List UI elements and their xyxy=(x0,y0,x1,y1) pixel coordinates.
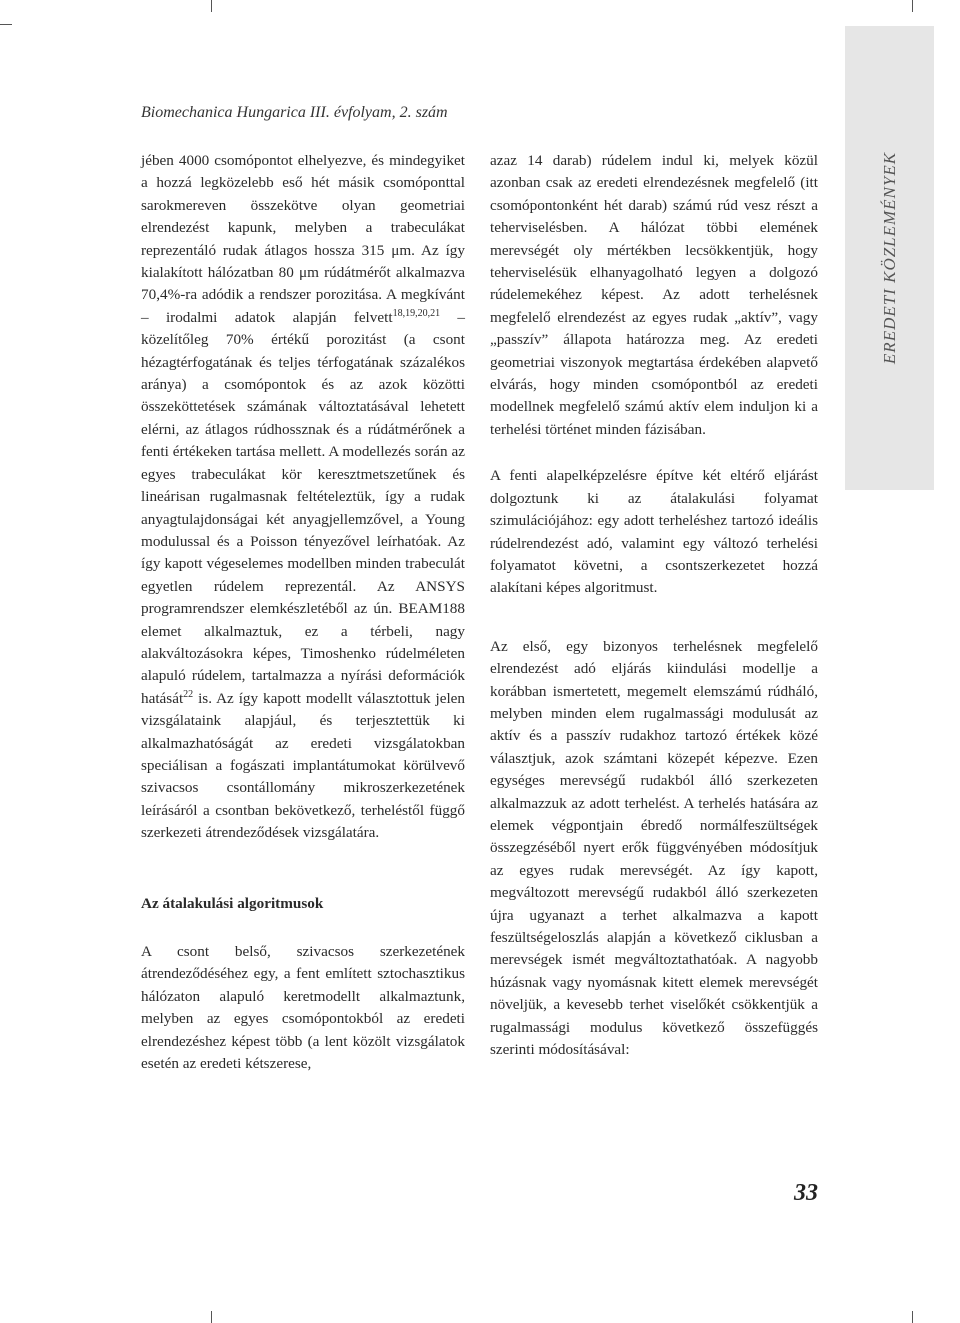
left-column xyxy=(141,150,465,1075)
citation-superscript: 22 xyxy=(183,688,194,700)
running-head: Biomechanica Hungarica III. évfolyam, 2. szám xyxy=(141,104,448,121)
side-tab-label: EREDETI KÖZLEMÉNYEK xyxy=(879,151,899,365)
section-heading: Az átalakulási algoritmusok xyxy=(141,894,324,912)
right-column xyxy=(490,150,818,1061)
left-paragraph-2: A csont belső, szivacsos szerkezetének átrendeződéséhez egy, a fent említett sztochasztikus hálózaton alapuló keretmodellt alkalmaztunk, melyben az egyes csomópontokból az eredeti elrendezéshez képest több (a lent közölt vizsgálatok esetén az eredeti kétszerese, xyxy=(141,943,465,1073)
page-number: 33 xyxy=(794,1180,818,1206)
text-run: – közelítőleg 70% értékű porozitást (a csont hézagtérfogatának és teljes térfogatának százalékos aránya) a csomópontok és az azok közötti összeköttetések számának változtatásával lehetett elérni, az átlagos rúdhossznak és a rúdátmérőnek a fenti értékeken tartása mellett. A modellezés során az egyes trabeculákat kör keresztmetszetűnek és lineárisan rugalmasnak feltételeztük, így a rudak anyagtulajdonságai két anyagjellemzővel, a Young modulussal és a Poisson tényezővel leírhatóak. Az így kapott végeselemes modellben minden trabeculát egyetlen rúdelem reprezentál. Az ANSYS programrendszer elemkészletéből az ún. BEAM188 elemet alkalmaztuk, ez a térbeli, nagy alakváltozásokra képes, Timoshenko rúdelméleten alapuló rúdelem, tartalmazza a nyírási deformációk hatását xyxy=(141,308,465,707)
crop-mark xyxy=(0,24,12,25)
text-run: jében 4000 csomópontot elhelyezve, és mindegyiket a hozzá legközelebb eső hét másik csomóponttal sarokmereven összekötve olyan geometriai elrendezést kapunk, melyben a trabeculákat reprezentáló rudak átlagos hossza 315 μm. Az így kialakított hálózatban 80 μm rúdátmérőt alkalmazva 70,4%-ra adódik a rendszer porozitása. A megkívánt – irodalmi adatok alapján felvett xyxy=(141,152,465,326)
right-paragraph-2: A fenti alapelképzelésre építve két eltérő eljárást dolgoztunk ki az átalakulási folyamat szimulációjához: egy adott terheléshez tartozó ideális rúdelrendezést adó, valamint egy változó terhelési folyamatot követni, a csontszerkezetet hozzá alakítani képes algoritmust. xyxy=(490,467,818,597)
crop-mark xyxy=(912,1311,913,1323)
crop-mark xyxy=(912,0,913,12)
crop-mark xyxy=(211,0,212,12)
right-paragraph-3: Az első, egy bizonyos terhelésnek megfelelő elrendezést adó eljárás kiindulási modellje a korábban ismertetett, megemelt elemszámú rúdháló, melyben minden elem rugalmassági modulusát az aktív és a passzív rudakhoz tartozó értékek közé választjuk, azok számtani közepét képezve. Ezen egységes merevségű rudakból álló szerkezeten alkalmazzuk az adott terhelést. A terhelés hatására az elemek végpontjain ébredő normálfeszültségek összegzéséből nyert erők függvényében módosítjuk az egyes rudak merevségét. Az így kapott, megváltozott merevségű rudakból álló szerkezeten újra ugyanazt a terhet alkalmazva a kapott feszültségeloszlás alapján a következő ciklusban a merevségek ismét megváltoztathatóak. A nagyobb húzásnak vagy nyomásnak kitett elemek merevségét növeljük, a kevesebb terhet viselőkét csökkentjük a rugalmassági modulus következő összefüggés szerinti módosításával: xyxy=(490,637,818,1059)
right-paragraph-1: azaz 14 darab) rúdelem indul ki, melyek közül azonban csak az eredeti elrendezésnek megfelelő (itt csomópontonként hét darab) számú rúd vesz részt a teherviselésben. A hálózat többi elemének merevségét oly mértékben lecsökkentjük, hogy teherviselésük elhanyagolható legyen a dolgozó rúdelemekéhez képest. Az adott terhelésnek megfelelő elrendezést az egyes rudak „aktív”, vagy „passzív” állapota határozza meg. Az eredeti geometriai viszonyok megtartása érdekében alapvető elvárás, hogy minden csomópontból az eredeti modellnek megfelelő számú aktív elem induljon ki a terhelési történet minden fázisában. xyxy=(490,152,818,438)
left-paragraph-1 xyxy=(141,150,465,845)
side-tab xyxy=(845,26,934,490)
text-run: is. Az így kapott modellt választottuk jelen vizsgálataink alapjául, és terjesztettük ki alkalmazhatóságát az eredeti vizsgálatokban speciálisan a fogászati implantátumokat körülvevő szivacsos csontállomány mikroszerkezetének leírásáról a csontban bekövetkező, terheléstől függő szerkezeti átrendeződések vizsgálatára. xyxy=(141,689,465,842)
crop-mark xyxy=(211,1311,212,1323)
citation-superscript: 18,19,20,21 xyxy=(392,307,441,319)
